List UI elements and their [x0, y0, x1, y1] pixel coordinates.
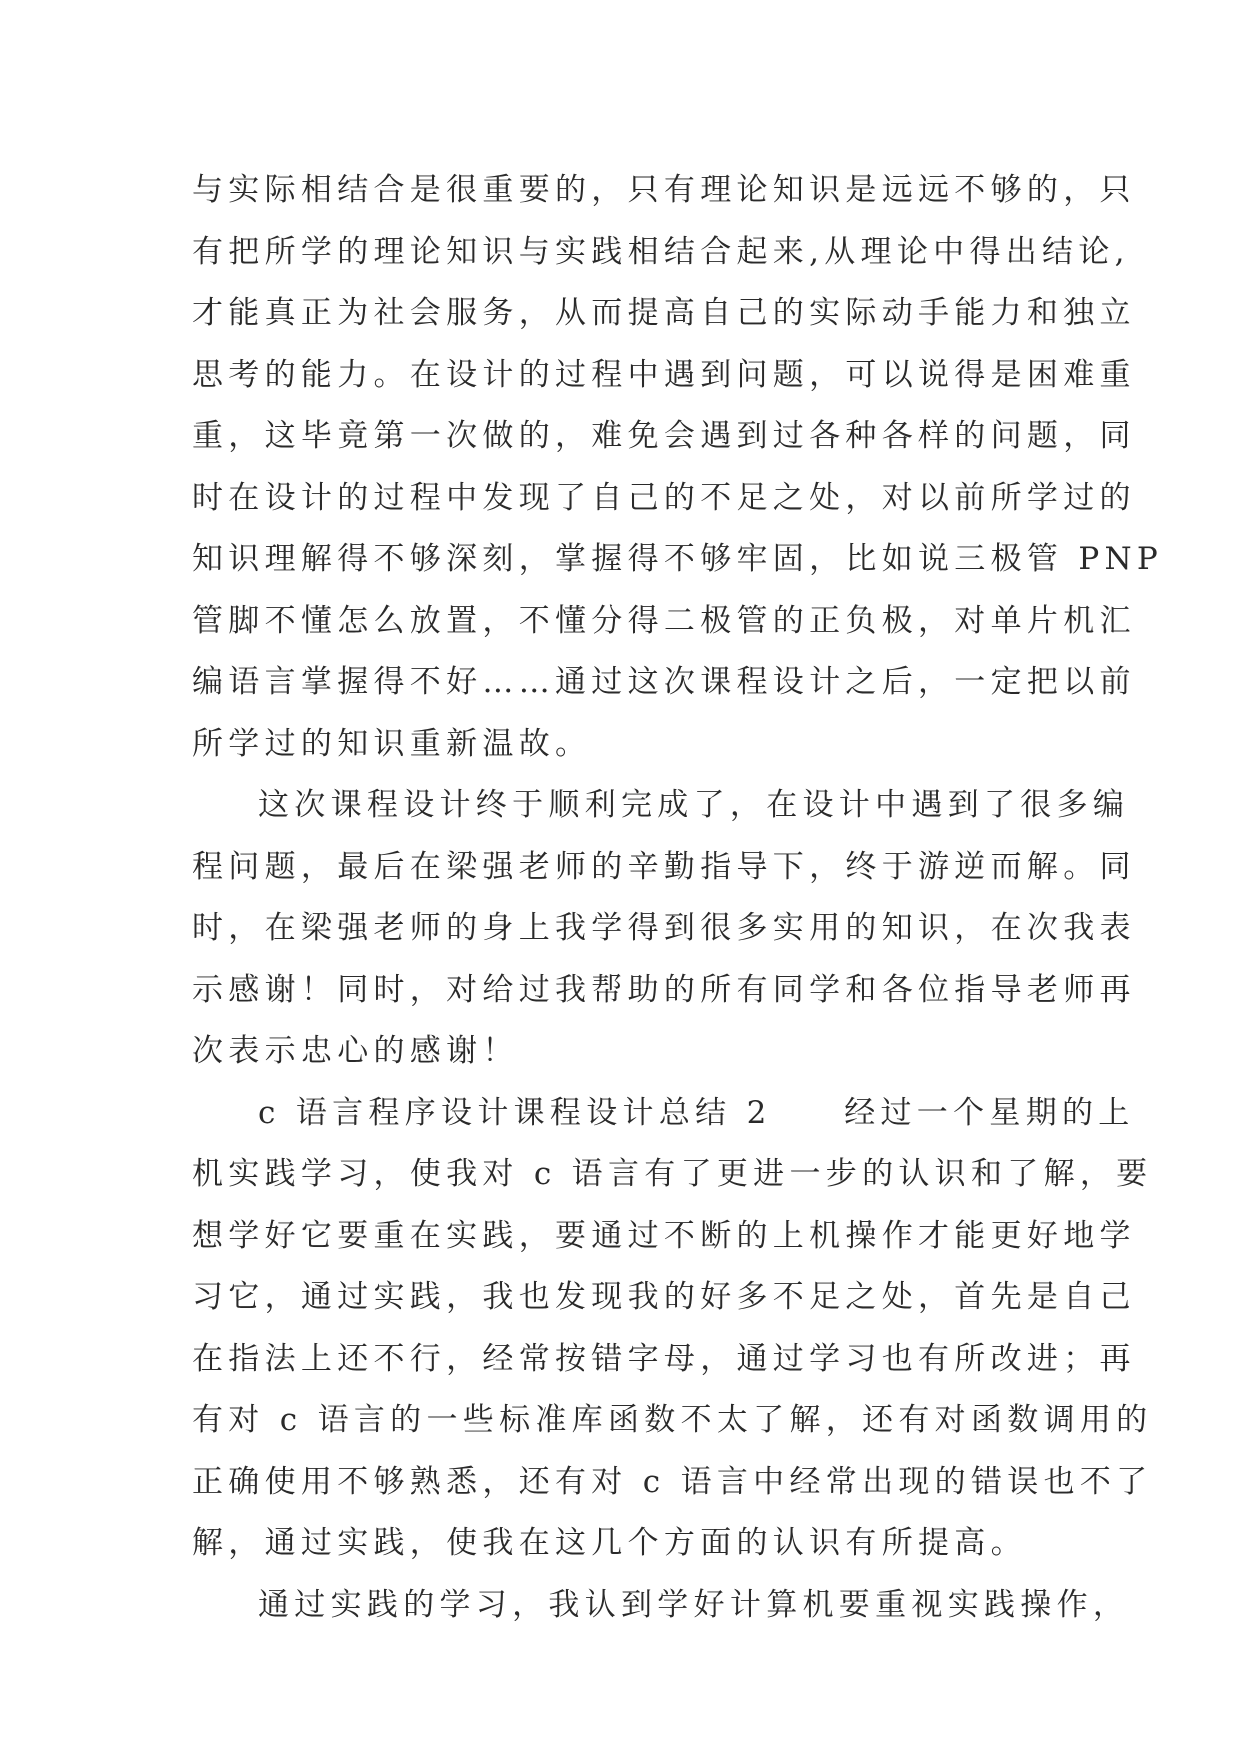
text-line: 在指法上还不行，经常按错字母，通过学习也有所改进；再 — [192, 1340, 1136, 1377]
text-line: 知识理解得不够深刻，掌握得不够牢固，比如说三极管 PNP — [192, 541, 1164, 577]
text-line: 习它，通过实践，我也发现我的好多不足之处，首先是自己 — [192, 1279, 1136, 1315]
text-line: 解，通过实践，使我在这几个方面的认识有所提高。 — [192, 1525, 1027, 1561]
text-line: 想学好它要重在实践，要通过不断的上机操作才能更好地学 — [192, 1217, 1136, 1254]
text-line: c 语言程序设计课程设计总结 2 经过一个星期的上 — [258, 1094, 1135, 1131]
text-line: 所学过的知识重新温故。 — [192, 725, 592, 762]
text-line: 正确使用不够熟悉，还有对 c 语言中经常出现的错误也不了 — [192, 1463, 1153, 1500]
text-line: 有对 c 语言的一些标准库函数不太了解，还有对函数调用的 — [192, 1402, 1153, 1438]
text-line: 管脚不懂怎么放置，不懂分得二极管的正负极，对单片机汇 — [192, 602, 1136, 639]
text-line: 与实际相结合是很重要的，只有理论知识是远远不够的，只 — [192, 172, 1136, 208]
text-line: 程问题，最后在梁强老师的辛勤指导下，终于游逆而解。同 — [192, 848, 1136, 885]
body-text — [192, 160, 1164, 1636]
text-line: 时在设计的过程中发现了自己的不足之处，对以前所学过的 — [192, 479, 1136, 516]
text-line: 通过实践的学习，我认到学好计算机要重视实践操作， — [258, 1586, 1130, 1623]
text-line: 机实践学习，使我对 c 语言有了更进一步的认识和了解，要 — [192, 1156, 1153, 1192]
text-line: 重，这毕竟第一次做的，难免会遇到过各种各样的问题，同 — [192, 418, 1136, 454]
text-line: 思考的能力。在设计的过程中遇到问题，可以说得是困难重 — [192, 356, 1136, 393]
text-line: 示感谢！同时，对给过我帮助的所有同学和各位指导老师再 — [192, 971, 1136, 1008]
text-line: 时，在梁强老师的身上我学得到很多实用的知识，在次我表 — [192, 910, 1136, 946]
text-line: 这次课程设计终于顺利完成了，在设计中遇到了很多编 — [258, 787, 1130, 823]
text-line: 有把所学的理论知识与实践相结合起来,从理论中得出结论, — [192, 233, 1130, 270]
text-line: 次表示忠心的感谢！ — [192, 1033, 519, 1069]
text-line: 才能真正为社会服务，从而提高自己的实际动手能力和独立 — [192, 295, 1136, 331]
text-line: 编语言掌握得不好……通过这次课程设计之后，一定把以前 — [192, 664, 1136, 700]
